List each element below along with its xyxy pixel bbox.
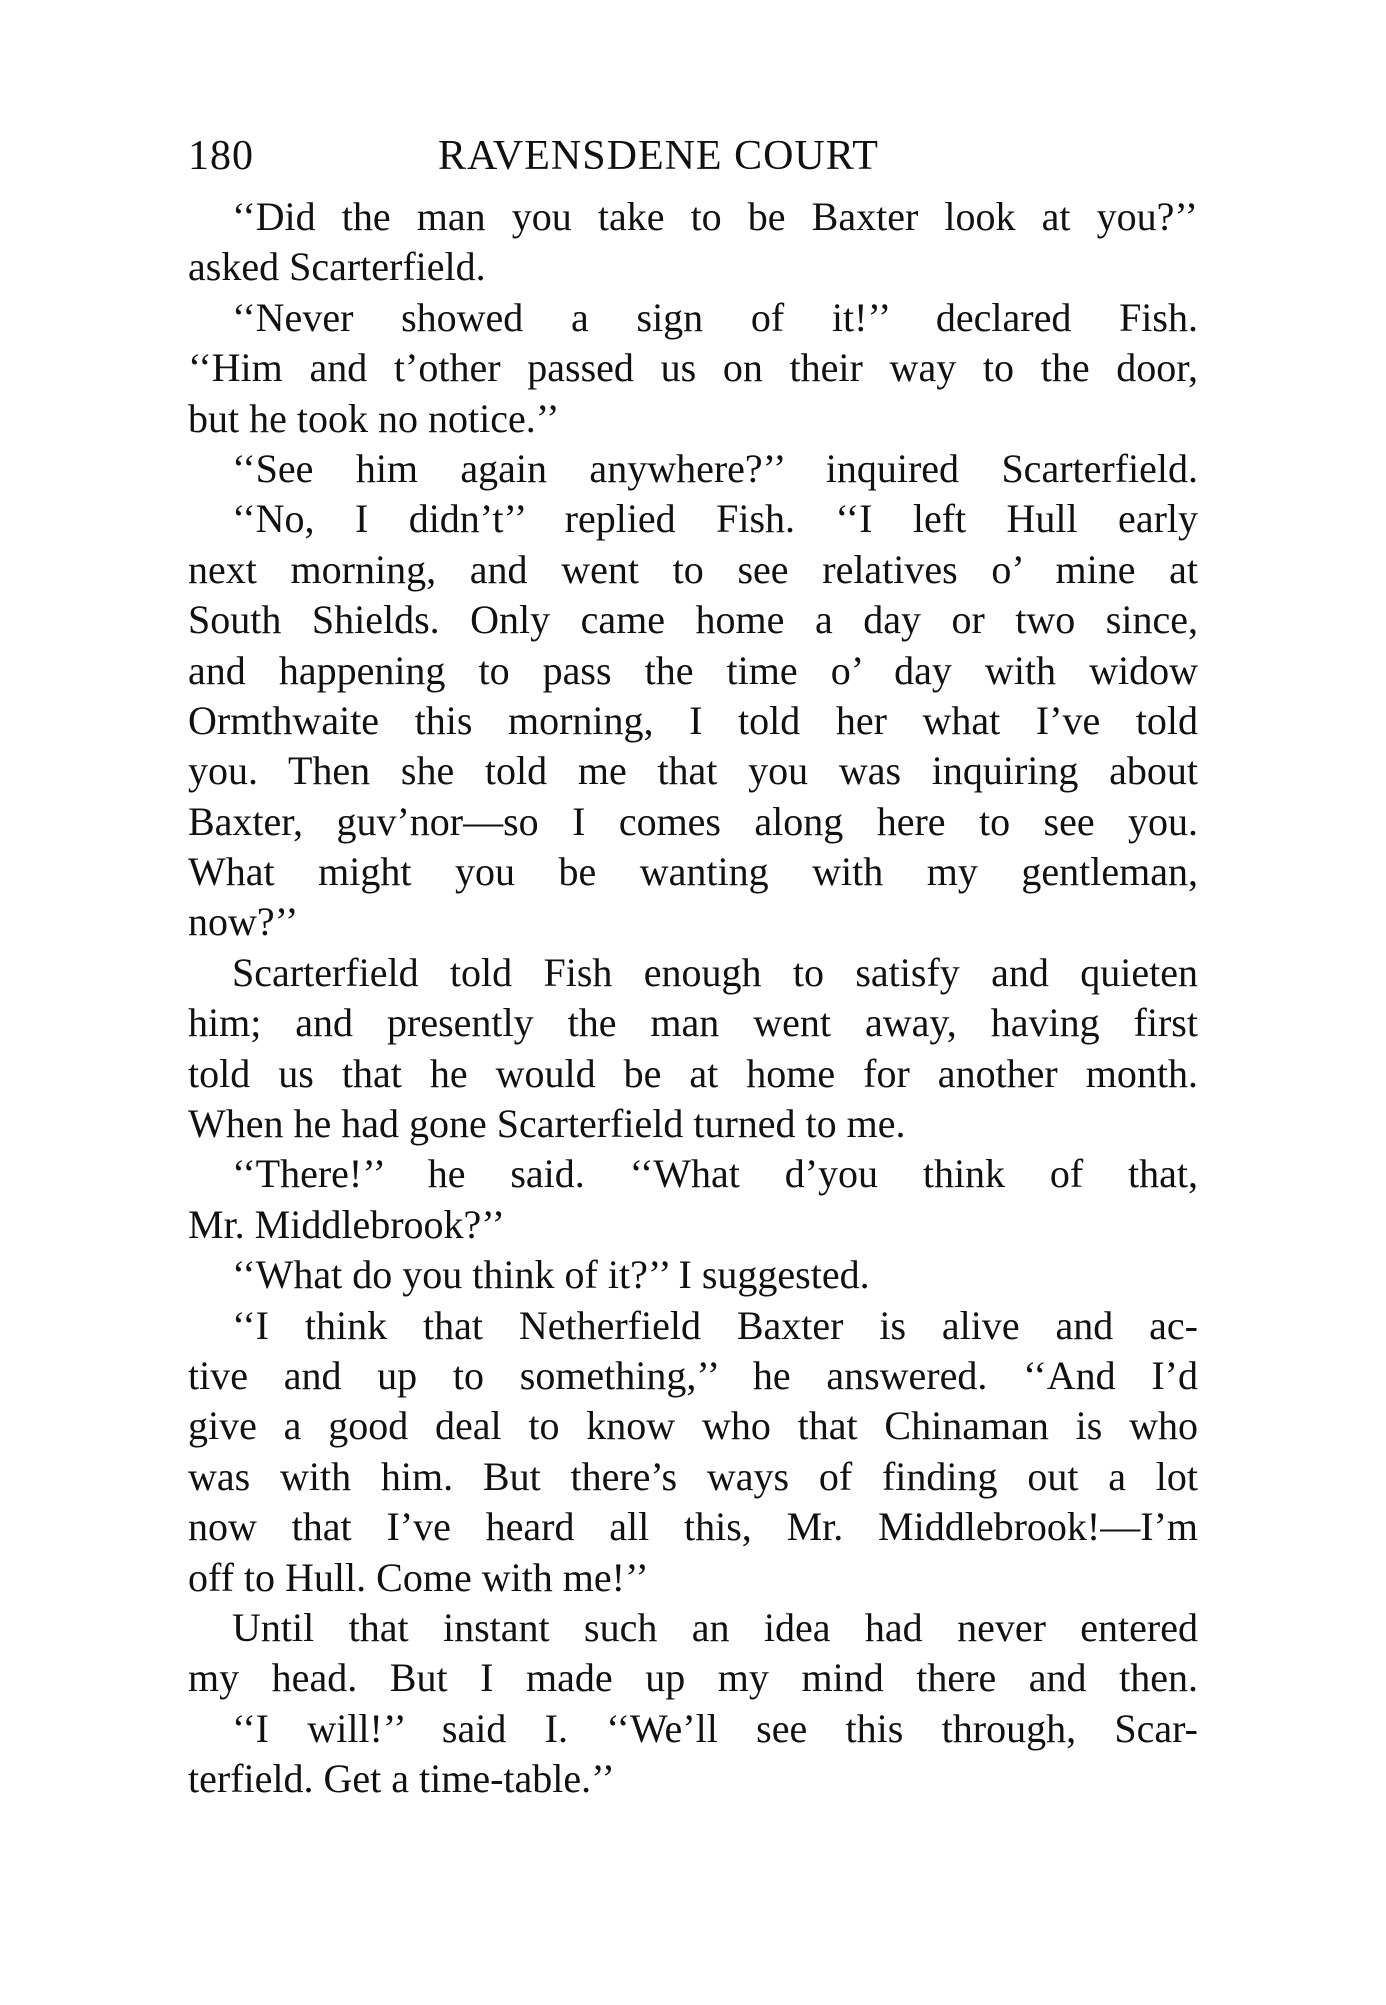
text-line: ‘‘Him and t’other passed us on their way to the door, (188, 345, 1198, 391)
text-line: What might you be wanting with my gentleman, (188, 849, 1198, 895)
text-line: Baxter, guv’nor—so I comes along here to see you. (188, 798, 1198, 844)
text-line: Mr. Middlebrook?’’ (188, 1201, 505, 1247)
text-line: but he took no notice.’’ (188, 395, 560, 441)
text-line: ‘‘There!’’ he said. ‘‘What d’you think of that, (232, 1151, 1198, 1197)
text-line: now that I’ve heard all this, Mr. Middlebrook!—I’m (188, 1504, 1198, 1550)
text-line: ‘‘Never showed a sign of it!’’ declared Fish. (232, 294, 1198, 340)
text-line: asked Scarterfield. (188, 244, 486, 290)
text-line: ‘‘What do you think of it?’’ I suggested. (232, 1252, 870, 1298)
text-line: ‘‘I think that Netherfield Baxter is alive and ac- (232, 1302, 1198, 1348)
text-line: ‘‘See him again anywhere?’’ inquired Scarterfield. (232, 445, 1198, 491)
page-number: 180 (188, 133, 254, 179)
text-line: South Shields. Only came home a day or two since, (188, 597, 1198, 643)
text-line: When he had gone Scarterfield turned to me. (188, 1101, 906, 1147)
text-line: terfield. Get a time-table.’’ (188, 1756, 615, 1802)
text-line: was with him. But there’s ways of finding out a lot (188, 1453, 1198, 1499)
text-line: Until that instant such an idea had never entered (232, 1604, 1198, 1650)
text-line: Scarterfield told Fish enough to satisfy and quieten (232, 949, 1198, 995)
text-line: you. Then she told me that you was inquiring about (188, 748, 1198, 794)
text-line: next morning, and went to see relatives o’ mine at (188, 546, 1198, 592)
text-line: off to Hull. Come with me!’’ (188, 1554, 649, 1600)
text-line: my head. But I made up my mind there and then. (188, 1655, 1198, 1701)
text-line: tive and up to something,’’ he answered. ‘‘And I’d (188, 1352, 1198, 1398)
text-line: give a good deal to know who that Chinaman is who (188, 1403, 1198, 1449)
text-line: ‘‘Did the man you take to be Baxter look at you?’’ (232, 194, 1198, 239)
text-line: him; and presently the man went away, having first (188, 1000, 1198, 1046)
running-head (188, 128, 1198, 184)
text-line: now?’’ (188, 899, 299, 945)
body-text (188, 192, 1198, 1805)
text-line: told us that he would be at home for another month. (188, 1050, 1198, 1096)
text-line: Ormthwaite this morning, I told her what I’ve told (188, 697, 1198, 743)
text-line: ‘‘I will!’’ said I. ‘‘We’ll see this through, Scar- (232, 1705, 1198, 1751)
text-line: and happening to pass the time o’ day with widow (188, 647, 1198, 693)
text-line: ‘‘No, I didn’t’’ replied Fish. ‘‘I left Hull early (232, 496, 1198, 542)
running-title: RAVENSDENE COURT (438, 133, 879, 179)
